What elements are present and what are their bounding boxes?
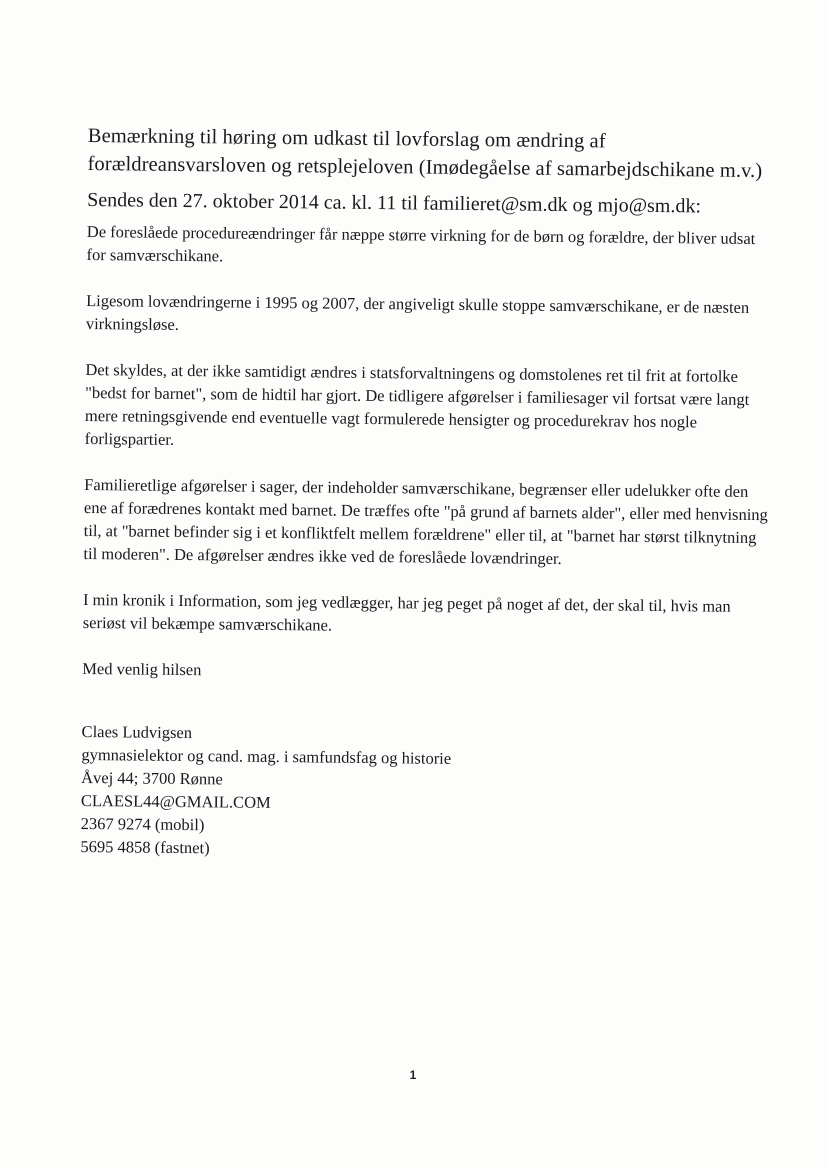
paragraph-4: Familieretlige afgørelser i sager, der indeholder samværschikane, begrænser eller udelukker ofte den ene af forædrenes kontakt med barnet. De træffes ofte "på grund af barnets alder", eller med henvisning til, at "barnet befinder sig i et konfliktfelt mellem forældrene" eller til, at "barnet har størst tilknytning til moderen". De afgørelser ændres ikke ved de foreslåede lovændringer. <box>83 474 768 568</box>
signature-mobile: 2367 9274 (mobil) <box>80 813 205 835</box>
sent-line: Sendes den 27. oktober 2014 ca. kl. 11 til familieret@sm.dk og mjo@sm.dk: <box>87 188 702 218</box>
signature-landline: 5695 4858 (fastnet) <box>80 836 210 858</box>
paragraph-2: Ligesom lovændringerne i 1995 og 2007, der angiveligt skulle stoppe samværschikane, er de næsten virkningsløse. <box>85 290 750 334</box>
signature-email: CLAESL44@GMAIL.COM <box>80 790 271 812</box>
page-number: 1 <box>409 1068 417 1082</box>
paragraph-5: I min kronik i Information, som jeg vedlægger, har jeg peget på noget af det, der skal til, hvis man seriøst vil bekæmpe samværschikane. <box>82 589 731 635</box>
letter-title: Bemærkning til høring om udkast til lovforslag om ændring af forældreansvarsloven og retsplejeloven (Imødegåelse af samarbejdschikane m.v.) <box>87 124 763 183</box>
signature-address: Åvej 44; 3700 Rønne <box>81 767 223 789</box>
signature-name: Claes Ludvigsen <box>81 721 193 743</box>
paragraph-1: De foreslåede procedureændringer får næppe større virkning for de børn og forældre, der bliver udsat for samværschikane. <box>86 221 756 266</box>
signature-title: gymnasielektor og cand. mag. i samfundsfag og historie <box>81 744 452 768</box>
signature-block <box>80 720 771 865</box>
letter-body <box>80 122 778 865</box>
closing-greeting: Med venlig hilsen <box>82 658 202 680</box>
paragraph-3: Det skyldes, at der ikke samtidigt ændres i statsforvaltningens og domstolenes ret til frit at fortolke "bedst for barnet", som de hidtil har gjort. De tidligere afgørelser i familiesager vil fortsat være langt mere retningsgivende end eventuelle vagt formulerede hensigter og procedurekrav hos nogle forligspartier. <box>84 359 750 449</box>
